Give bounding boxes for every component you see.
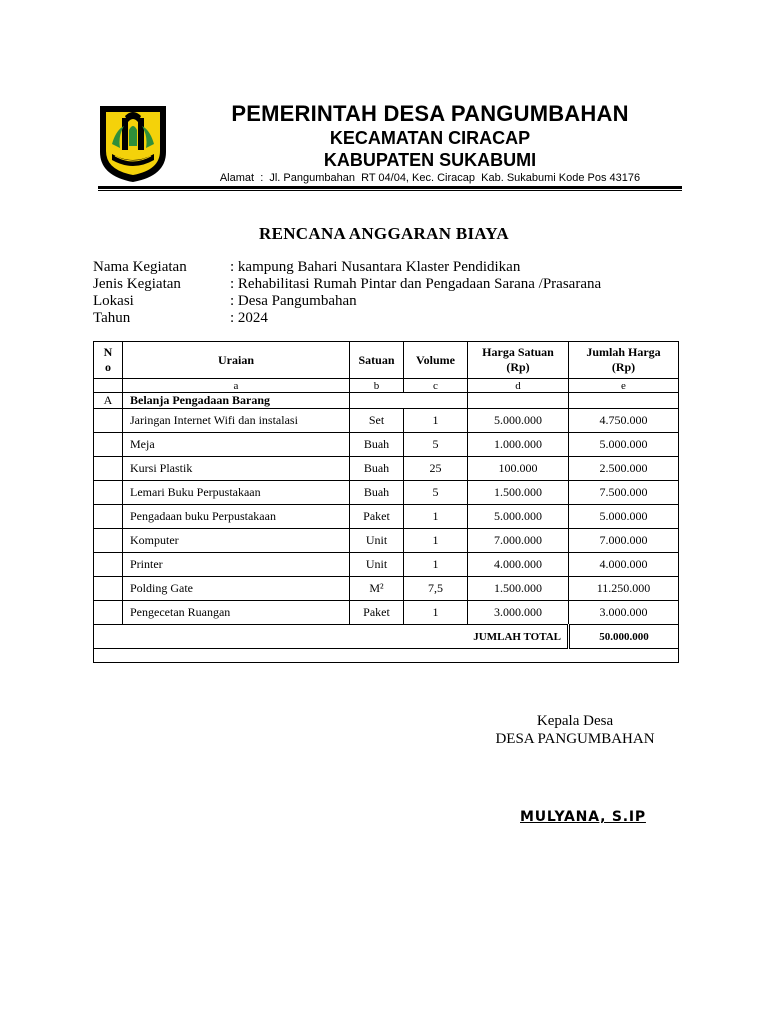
row-jumlah: 4.000.000 (569, 553, 679, 577)
row-volume: 1 (404, 409, 468, 433)
row-jumlah: 7.500.000 (569, 481, 679, 505)
row-satuan: Unit (350, 553, 404, 577)
village-emblem-logo (98, 104, 168, 184)
row-harga: 1.500.000 (468, 577, 569, 601)
row-harga: 4.000.000 (468, 553, 569, 577)
table-row (94, 481, 679, 505)
row-uraian: Jaringan Internet Wifi dan instalasi (123, 409, 350, 433)
row-no (94, 601, 123, 625)
regency-title: KABUPATEN SUKABUMI (323, 150, 537, 170)
col-header-harga-top: Harga Satuan (482, 345, 554, 359)
row-harga: 5.000.000 (468, 505, 569, 529)
section-code: A (94, 393, 123, 409)
section-name: Belanja Pengadaan Barang (123, 393, 350, 409)
col-header-jumlah-top: Jumlah Harga (586, 345, 661, 359)
table-row (94, 529, 679, 553)
row-volume: 1 (404, 553, 468, 577)
signer-name: MULYANA, S.IP (520, 809, 646, 825)
row-jumlah: 7.000.000 (569, 529, 679, 553)
row-no (94, 409, 123, 433)
col-header-no-top: N (103, 345, 113, 359)
col-header-satuan: Satuan (350, 342, 404, 379)
signer-organization: DESA PANGUMBAHAN (495, 731, 655, 747)
row-uraian: Meja (123, 433, 350, 457)
row-harga: 3.000.000 (468, 601, 569, 625)
total-label: JUMLAH TOTAL (94, 625, 569, 649)
row-satuan: M² (350, 577, 404, 601)
row-volume: 5 (404, 481, 468, 505)
letter-cell: c (404, 379, 468, 393)
info-value: : kampung Bahari Nusantara Klaster Pendidikan (230, 259, 521, 275)
row-satuan: Buah (350, 481, 404, 505)
info-row-tahun (93, 310, 601, 327)
row-jumlah: 2.500.000 (569, 457, 679, 481)
row-satuan: Unit (350, 529, 404, 553)
row-satuan: Buah (350, 457, 404, 481)
info-label: Nama Kegiatan (93, 259, 187, 275)
district-title: KECAMATAN CIRACAP (329, 128, 531, 148)
row-volume: 7,5 (404, 577, 468, 601)
row-harga: 1.500.000 (468, 481, 569, 505)
row-uraian: Pengadaan buku Perpustakaan (123, 505, 350, 529)
row-volume: 1 (404, 601, 468, 625)
table-row (94, 505, 679, 529)
col-header-no (94, 342, 123, 379)
row-jumlah: 4.750.000 (569, 409, 679, 433)
row-uraian: Komputer (123, 529, 350, 553)
row-no (94, 457, 123, 481)
row-jumlah: 5.000.000 (569, 505, 679, 529)
col-header-uraian: Uraian (123, 342, 350, 379)
col-header-jumlah-harga (569, 342, 679, 379)
row-no (94, 577, 123, 601)
row-no (94, 481, 123, 505)
row-no (94, 529, 123, 553)
row-uraian: Printer (123, 553, 350, 577)
letterhead-divider-thick (98, 186, 682, 189)
row-satuan: Set (350, 409, 404, 433)
row-satuan: Paket (350, 601, 404, 625)
table-row (94, 553, 679, 577)
info-row-jenis-kegiatan (93, 276, 601, 293)
row-no (94, 505, 123, 529)
row-harga: 5.000.000 (468, 409, 569, 433)
info-value: : Rehabilitasi Rumah Pintar dan Pengadaan Sarana /Prasarana (230, 276, 602, 292)
table-row (94, 433, 679, 457)
activity-info (93, 259, 601, 327)
blank-row (94, 649, 679, 663)
letter-cell: e (569, 379, 679, 393)
row-no (94, 433, 123, 457)
letterhead-divider-thin (98, 190, 682, 191)
row-satuan: Paket (350, 505, 404, 529)
total-value: 50.000.000 (569, 625, 679, 649)
row-harga: 1.000.000 (468, 433, 569, 457)
signer-role: Kepala Desa (536, 713, 614, 729)
section-empty (569, 393, 679, 409)
row-harga: 7.000.000 (468, 529, 569, 553)
row-no (94, 553, 123, 577)
letter-cell: d (468, 379, 569, 393)
info-label: Tahun (93, 310, 131, 326)
row-jumlah: 5.000.000 (569, 433, 679, 457)
total-row (94, 625, 679, 649)
section-row (94, 393, 679, 409)
budget-table (93, 341, 679, 663)
info-row-lokasi (93, 293, 601, 310)
row-volume: 1 (404, 529, 468, 553)
row-satuan: Buah (350, 433, 404, 457)
table-row (94, 601, 679, 625)
blank-cell (94, 649, 679, 663)
row-jumlah: 11.250.000 (569, 577, 679, 601)
info-label: Jenis Kegiatan (93, 276, 181, 292)
column-letter-row (94, 379, 679, 393)
table-row (94, 409, 679, 433)
letter-cell: b (350, 379, 404, 393)
row-jumlah: 3.000.000 (569, 601, 679, 625)
table-header-row (94, 342, 679, 379)
info-row-nama-kegiatan (93, 259, 601, 276)
row-uraian: Polding Gate (123, 577, 350, 601)
document-title: RENCANA ANGGARAN BIAYA (259, 224, 509, 243)
col-header-jumlah-bottom: (Rp) (611, 360, 636, 374)
row-harga: 100.000 (468, 457, 569, 481)
col-header-volume: Volume (404, 342, 468, 379)
col-header-harga-satuan (468, 342, 569, 379)
row-uraian: Kursi Plastik (123, 457, 350, 481)
table-row (94, 457, 679, 481)
office-address: Alamat : Jl. Pangumbahan RT 04/04, Kec. Ciracap Kab. Sukabumi Kode Pos 43176 (219, 172, 641, 184)
table-row (94, 577, 679, 601)
col-header-harga-bottom: (Rp) (506, 360, 530, 374)
row-volume: 25 (404, 457, 468, 481)
government-title: PEMERINTAH DESA PANGUMBAHAN (231, 101, 629, 126)
letter-cell: a (123, 379, 350, 393)
section-empty (468, 393, 569, 409)
row-uraian: Lemari Buku Perpustakaan (123, 481, 350, 505)
letter-cell-empty (94, 379, 123, 393)
col-header-no-bottom: o (105, 360, 111, 374)
info-value: : 2024 (230, 310, 268, 326)
section-empty (350, 393, 468, 409)
row-uraian: Pengecetan Ruangan (123, 601, 350, 625)
row-volume: 1 (404, 505, 468, 529)
info-value: : Desa Pangumbahan (230, 293, 357, 309)
row-volume: 5 (404, 433, 468, 457)
info-label: Lokasi (93, 293, 134, 309)
